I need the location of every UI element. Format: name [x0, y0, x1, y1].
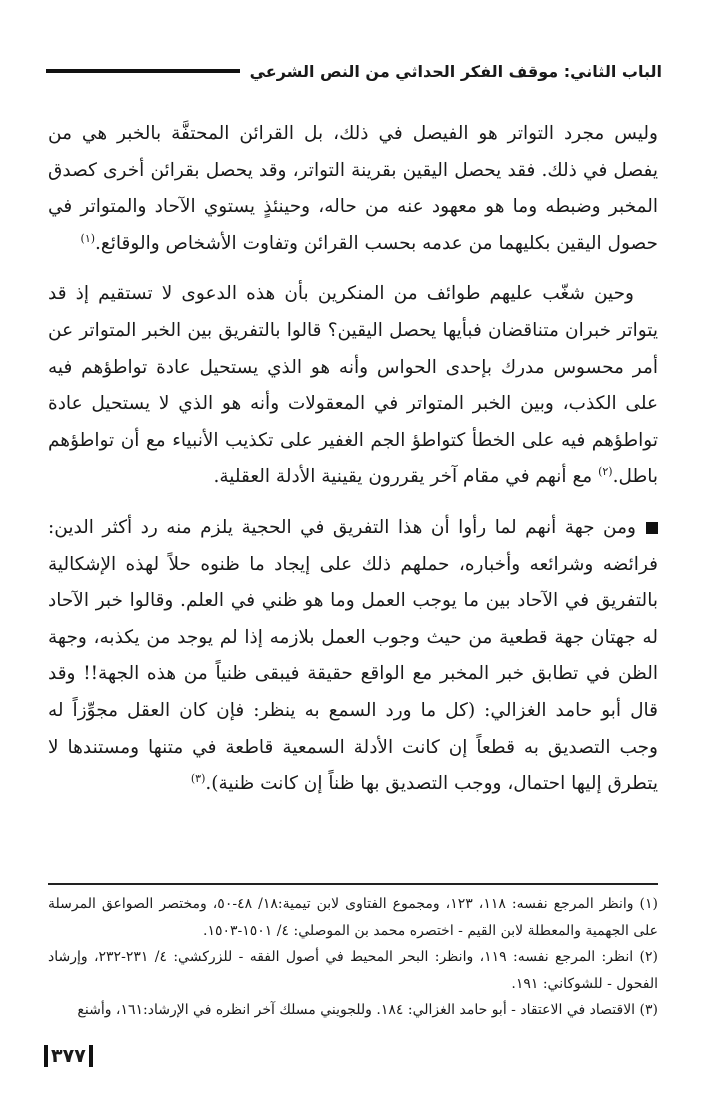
- page-number-text: ٣٧٧: [51, 1045, 86, 1067]
- footnote-2: (٢) انظر: المرجع نفسه: ١١٩، وانظر: البحر المحيط في أصول الفقه - للزركشي: ٤/ ٢٣١-٢٣٢، وإرشاد الفحول - للشوكاني: ١٩١.: [48, 949, 658, 992]
- header-title: الباب الثاني: موقف الفكر الحداثي من النص الشرعي: [249, 61, 662, 81]
- footnote-ref-2: (٢): [598, 465, 613, 479]
- footnotes: [48, 891, 658, 1024]
- page-number-bar-right: [89, 1045, 93, 1067]
- footnote-ref-1: (١): [80, 231, 96, 245]
- footnote-separator: [48, 883, 658, 885]
- footnote-3: (٣) الاقتصاد في الاعتقاد - أبو حامد الغزالي: ١٨٤. وللجويني مسلك آخر انظره في الإرشاد:١٦١، وأشنع: [77, 1002, 658, 1018]
- paragraph-3-text: ومن جهة أنهم لما رأوا أن هذا التفريق في الحجية يلزم منه رد أكثر الدين: فرائضه وشرائعه وأخباره، حملهم ذلك على إيجاد ما ظنوه حلاً لهذه الإشكالية بالتفريق في الآحاد بين ما يوجب العمل وما هو ظني في العلم. وقالوا خبر الآحاد له جهتان جهة قطعية من حيث وجوب العمل بلازمه إذا لم يوجد من يكذبه، وجهة الظن في تطابق خبر المخبر مع الواقع حقيقة فيبقى ظنياً من هذه الجهة!! وقد قال أبو حامد الغزالي: (كل ما ورد السمع به ينظر: فإن كان العقل مجوِّزاً له وجب التصديق به قطعاً إن كانت الأدلة السمعية قاطعة في متنها ومستندها لا يتطرق إليها احتمال، ووجب التصديق بها ظناً إن كانت ظنية).: [48, 516, 658, 795]
- square-bullet-icon: [646, 522, 658, 534]
- paragraph-1-text: وليس مجرد التواتر هو الفيصل في ذلك، بل القرائن المحتفَّة بالخبر هي من يفصل في ذلك. فقد يحصل اليقين بقرينة التواتر، وقد يحصل بقرائن أخرى كصدق المخبر وضبطه وما هو معهود عنه من حاله، وحينئذٍ يستوي الآحاد والمتواتر في حصول اليقين بكليهما من عدمه بحسب القرائن وتفاوت الأشخاص والوقائع.: [48, 123, 658, 254]
- footnote-ref-3: (٣): [190, 771, 206, 785]
- paragraph-2-text: وحين شغّب عليهم طوائف من المنكرين بأن هذه الدعوى لا تستقيم إذ قد يتواتر خبران متناقضان فبأيها يحصل اليقين؟ قالوا بالتفريق بين الخبر المتواتر عن أمر محسوس مدرك بإحدى الحواس وأنه هو الذي يستحيل عادة تواطؤهم فيه على الكذب، وبين الخبر المتواتر في المعقولات وأنه هو الذي لا يستحيل عادة تواطؤهم فيه على الخطأ كتواطؤ الجم الغفير على تكذيب الأنبياء مع أن تواطؤهم باطل.: [48, 283, 658, 488]
- paragraph-3: [48, 510, 658, 803]
- main-text: [48, 116, 658, 803]
- running-header: [46, 56, 662, 86]
- paragraph-2-tail: مع أنهم في مقام آخر يقررون يقينية الأدلة العقلية.: [213, 466, 599, 488]
- paragraph-2: [48, 276, 658, 496]
- paragraph-1: [48, 116, 658, 262]
- header-rule: [46, 69, 240, 73]
- page-number: [44, 1044, 93, 1068]
- footnote-1: (١) وانظر المرجع نفسه: ١١٨، ١٢٣، ومجموع الفتاوى لابن تيمية:١٨/ ٤٨-٥٠، ومختصر الصواعق المرسلة على الجهمية والمعطلة لابن القيم - اختصره محمد بن الموصلي: ٤/ ١٥٠١-١٥٠٣.: [48, 896, 658, 939]
